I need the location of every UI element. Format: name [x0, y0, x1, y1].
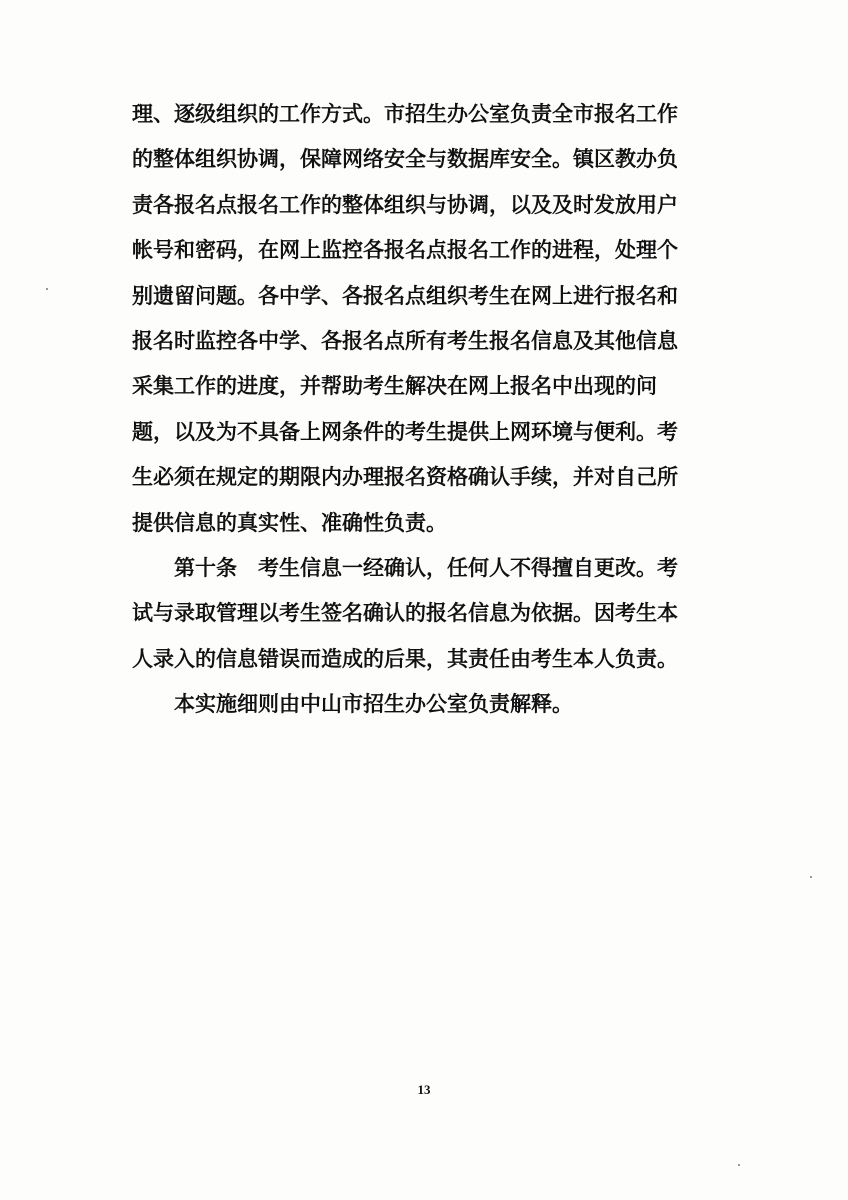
text-line: 帐号和密码，在网上监控各报名点报名工作的进程，处理个 — [132, 238, 678, 263]
scan-speck — [738, 1164, 740, 1166]
text-line: 理、逐级组织的工作方式。市招生办公室负责全市报名工作 — [132, 102, 678, 126]
text-line: 的整体组织协调，保障网络安全与数据库安全。镇区教办负 — [132, 147, 678, 172]
interpretation-clause: 本实施细则由中山市招生办公室负责解释。 — [174, 692, 573, 717]
scan-speck — [46, 288, 48, 290]
scan-speck — [810, 876, 812, 878]
text-line: 人录入的信息错误而造成的后果，其责任由考生本人负责。 — [132, 646, 678, 671]
text-line: 提供信息的真实性、准确性负责。 — [132, 510, 447, 535]
text-line: 责各报名点报名工作的整体组织与协调，以及及时发放用户 — [132, 192, 678, 217]
text-line: 别遗留问题。各中学、各报名点组织考生在网上进行报名和 — [132, 283, 678, 308]
article-10-first-line: 第十条 考生信息一经确认，任何人不得擅自更改。考 — [174, 555, 678, 580]
text-line: 采集工作的进度，并帮助考生解决在网上报名中出现的问 — [132, 374, 657, 399]
body-text — [132, 92, 718, 727]
text-line: 生必须在规定的期限内办理报名资格确认手续，并对自己所 — [132, 465, 678, 490]
text-line: 报名时监控各中学、各报名点所有考生报名信息及其他信息 — [132, 328, 678, 353]
page-number: 13 — [417, 1082, 431, 1097]
text-line: 试与录取管理以考生签名确认的报名信息为依据。因考生本 — [132, 601, 678, 626]
text-line: 题，以及为不具备上网条件的考生提供上网环境与便利。考 — [132, 419, 678, 444]
